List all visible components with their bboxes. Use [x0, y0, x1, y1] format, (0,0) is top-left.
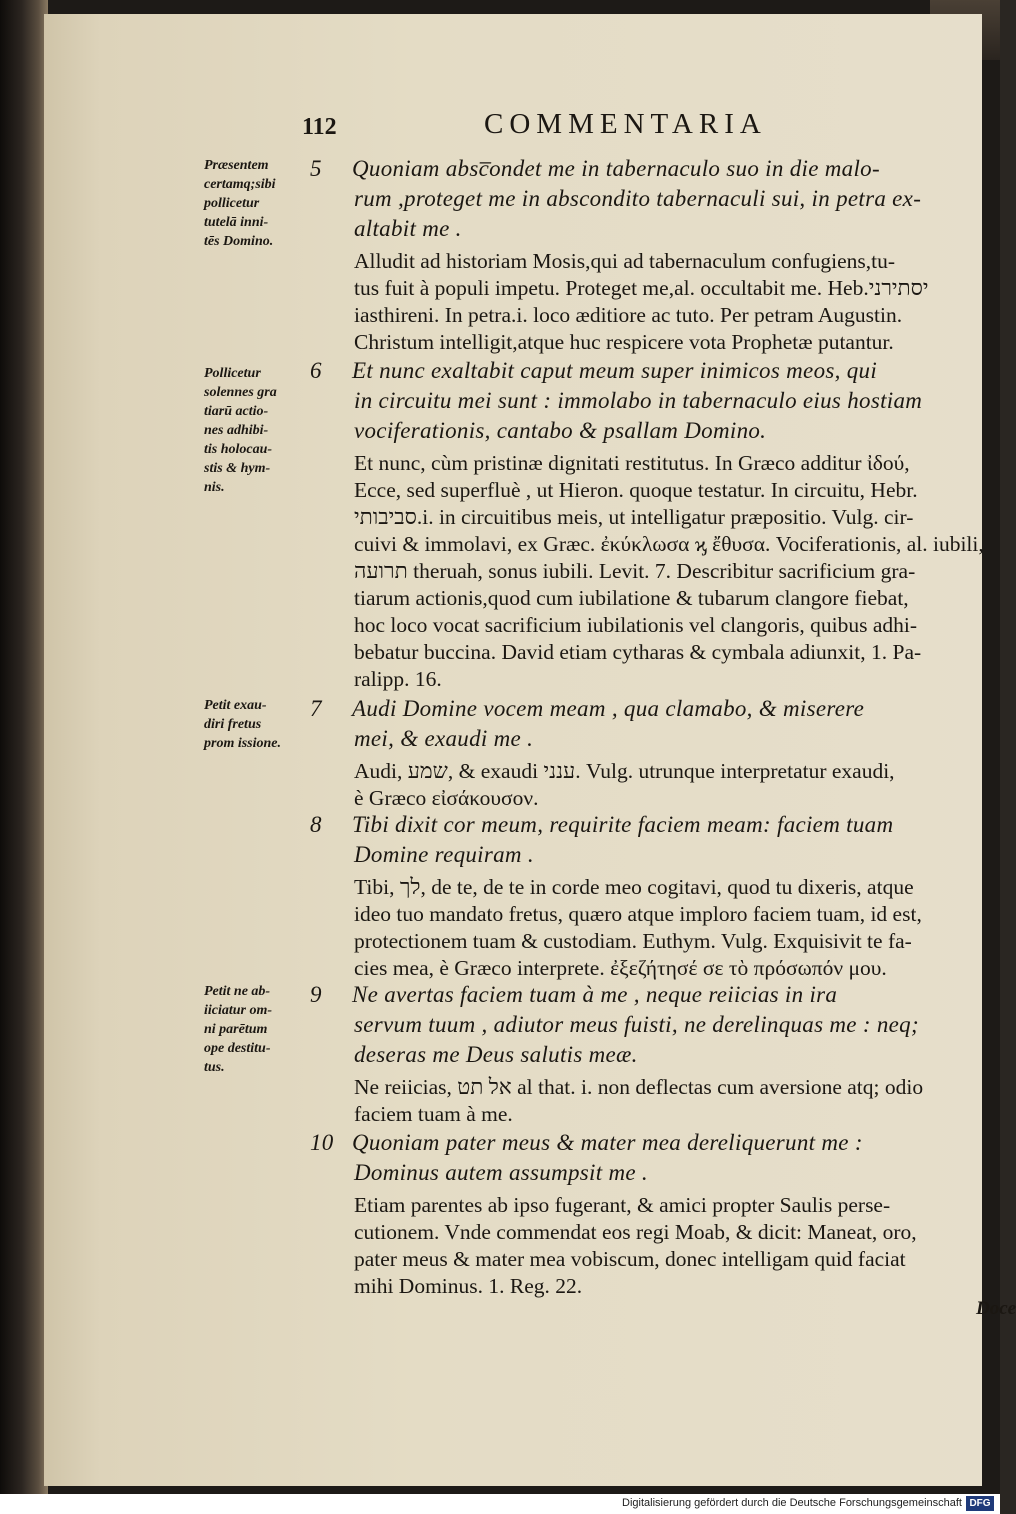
verse-number: 7 — [310, 696, 322, 721]
margin-note: Præsentem certamq;sibi pollicetur tutelā inni- tēs Domino. — [204, 158, 276, 249]
verse-line: 9 Ne avertas faciem tuam à me , neque reiicias in ira — [310, 982, 838, 1007]
commentary-line: תרועה theruah, sonus iubili. Levit. 7. Describitur sacrificium gra- — [354, 559, 916, 583]
commentary-line: ralipp. 16. — [354, 667, 442, 691]
commentary-line: mihi Dominus. 1. Reg. 22. — [354, 1274, 583, 1298]
verse-line: 8 Tibi dixit cor meum, requirite faciem meam: faciem tuam — [310, 812, 894, 837]
verse-line: 5 Quoniam absc̅ondet me in tabernaculo suo in die malo- — [310, 156, 880, 181]
verse-line: 7 Audi Domine vocem meam , qua clamabo, & miserere — [310, 696, 865, 721]
verse-line: vociferationis, cantabo & psallam Domino. — [354, 418, 767, 443]
commentary-line: tiarum actionis,quod cum iubilatione & tubarum clangore fiebat, — [354, 586, 909, 610]
verse-line: mei, & exaudi me . — [354, 726, 534, 751]
commentary-line: Et nunc, cùm pristinæ dignitati restitutus. In Græco additur ἰδού, — [354, 451, 910, 475]
dfg-logo: DFG — [966, 1496, 994, 1511]
commentary-line: cuivi & immolavi, ex Græc. ἐκύκλωσα ϗ ἔθυσα. Vociferationis, al. iubili, — [354, 532, 984, 556]
commentary-line: pater meus & mater mea vobiscum, donec intelligam quid faciat — [354, 1247, 906, 1271]
margin-note: Pollicetur solennes gra tiarū actio- nes adhibi- tis holocau- stis & hym- nis. — [204, 366, 277, 495]
verse-line: Domine requiram . — [354, 842, 534, 867]
commentary-line: protectionem tuam & custodiam. Euthym. Vulg. Exquisivit te fa- — [354, 929, 912, 953]
book-spine — [0, 0, 48, 1494]
commentary-line: è Græco εἰσάκουσον. — [354, 786, 539, 810]
verse-line: deseras me Deus salutis meæ. — [354, 1042, 638, 1067]
commentary-line: Ecce, sed superfluè , ut Hieron. quoque testatur. In circuitu, Hebr. — [354, 478, 918, 502]
commentary-line: Tibi, לך, de te, de te in corde meo cogitavi, quod tu dixeris, atque — [354, 875, 914, 899]
page-header — [302, 108, 862, 152]
commentary-line: סביבותי.i. in circuitibus meis, ut intelligatur præpositio. Vulg. cir- — [354, 505, 914, 529]
commentary-line: bebatur buccina. David etiam cytharas & cymbala adiunxit, 1. Pa- — [354, 640, 922, 664]
catchword: Doce — [976, 1298, 1016, 1319]
commentary-line: iasthireni. In petra.i. loco æditiore ac tuto. Per petram Augustin. — [354, 303, 903, 327]
commentary-line: Christum intelligit,atque huc respicere vota Prophetæ putantur. — [354, 330, 894, 354]
verse-line: servum tuum , adiutor meus fuisti, ne derelinquas me : neq; — [354, 1012, 919, 1037]
funding-credit: Digitalisierung gefördert durch die Deutsche Forschungsgemeinschaft — [622, 1497, 962, 1509]
commentary-line: cies mea, è Græco interprete. ἐξεζήτησέ σε τὸ πρόσωπόν μου. — [354, 956, 887, 980]
commentary-line: ideo tuo mandato fretus, quæro atque imploro faciem tuam, id est, — [354, 902, 922, 926]
verse-number: 9 — [310, 982, 322, 1007]
verse-line: in circuitu mei sunt : immolabo in tabernaculo eius hostiam — [354, 388, 923, 413]
verse-number: 10 — [310, 1130, 334, 1155]
margin-note: Petit exau- diri fretus prom issione. — [204, 698, 282, 751]
page-number: 112 — [302, 114, 337, 140]
book-page — [44, 14, 1016, 1486]
verse-number: 8 — [310, 812, 322, 837]
commentary-line: cutionem. Vnde commendat eos regi Moab, & dicit: Maneat, oro, — [354, 1220, 917, 1244]
commentary-line: Alludit ad historiam Mosis,qui ad tabernaculum confugiens,tu- — [354, 249, 895, 273]
commentary-line: tus fuit à populi impetu. Proteget me,al. occultabit me. Heb.יסתירני — [354, 276, 929, 300]
verse-line: Dominus autem assumpsit me . — [354, 1160, 648, 1185]
commentary-line: Etiam parentes ab ipso fugerant, & amici propter Saulis perse- — [354, 1193, 891, 1217]
commentary-line: Ne reiicias, אל תט al that. i. non deflectas cum aversione atq; odio — [354, 1075, 924, 1099]
running-title: COMMENTARIA — [484, 108, 767, 140]
verse-number: 6 — [310, 358, 322, 383]
margin-note: Petit ne ab- iiciatur om- ni parētum ope destitu- tus. — [204, 984, 273, 1075]
verse-line: rum ,proteget me in abscondito tabernaculi sui, in petra ex- — [354, 186, 922, 211]
verse-line: altabit me . — [354, 216, 462, 241]
digitization-footer — [0, 1494, 1000, 1514]
verse-line: 6 Et nunc exaltabit caput meum super inimicos meos, qui — [310, 358, 878, 383]
commentary-line: Audi, שמע, & exaudi ענני. Vulg. utrunque interpretatur exaudi, — [354, 759, 895, 783]
commentary-line: faciem tuam à me. — [354, 1102, 513, 1126]
commentary-line: hoc loco vocat sacrificium iubilationis vel clangoris, quibus adhi- — [354, 613, 918, 637]
verse-number: 5 — [310, 156, 322, 181]
verse-line: 10 Quoniam pater meus & mater mea dereliquerunt me : — [310, 1130, 863, 1155]
